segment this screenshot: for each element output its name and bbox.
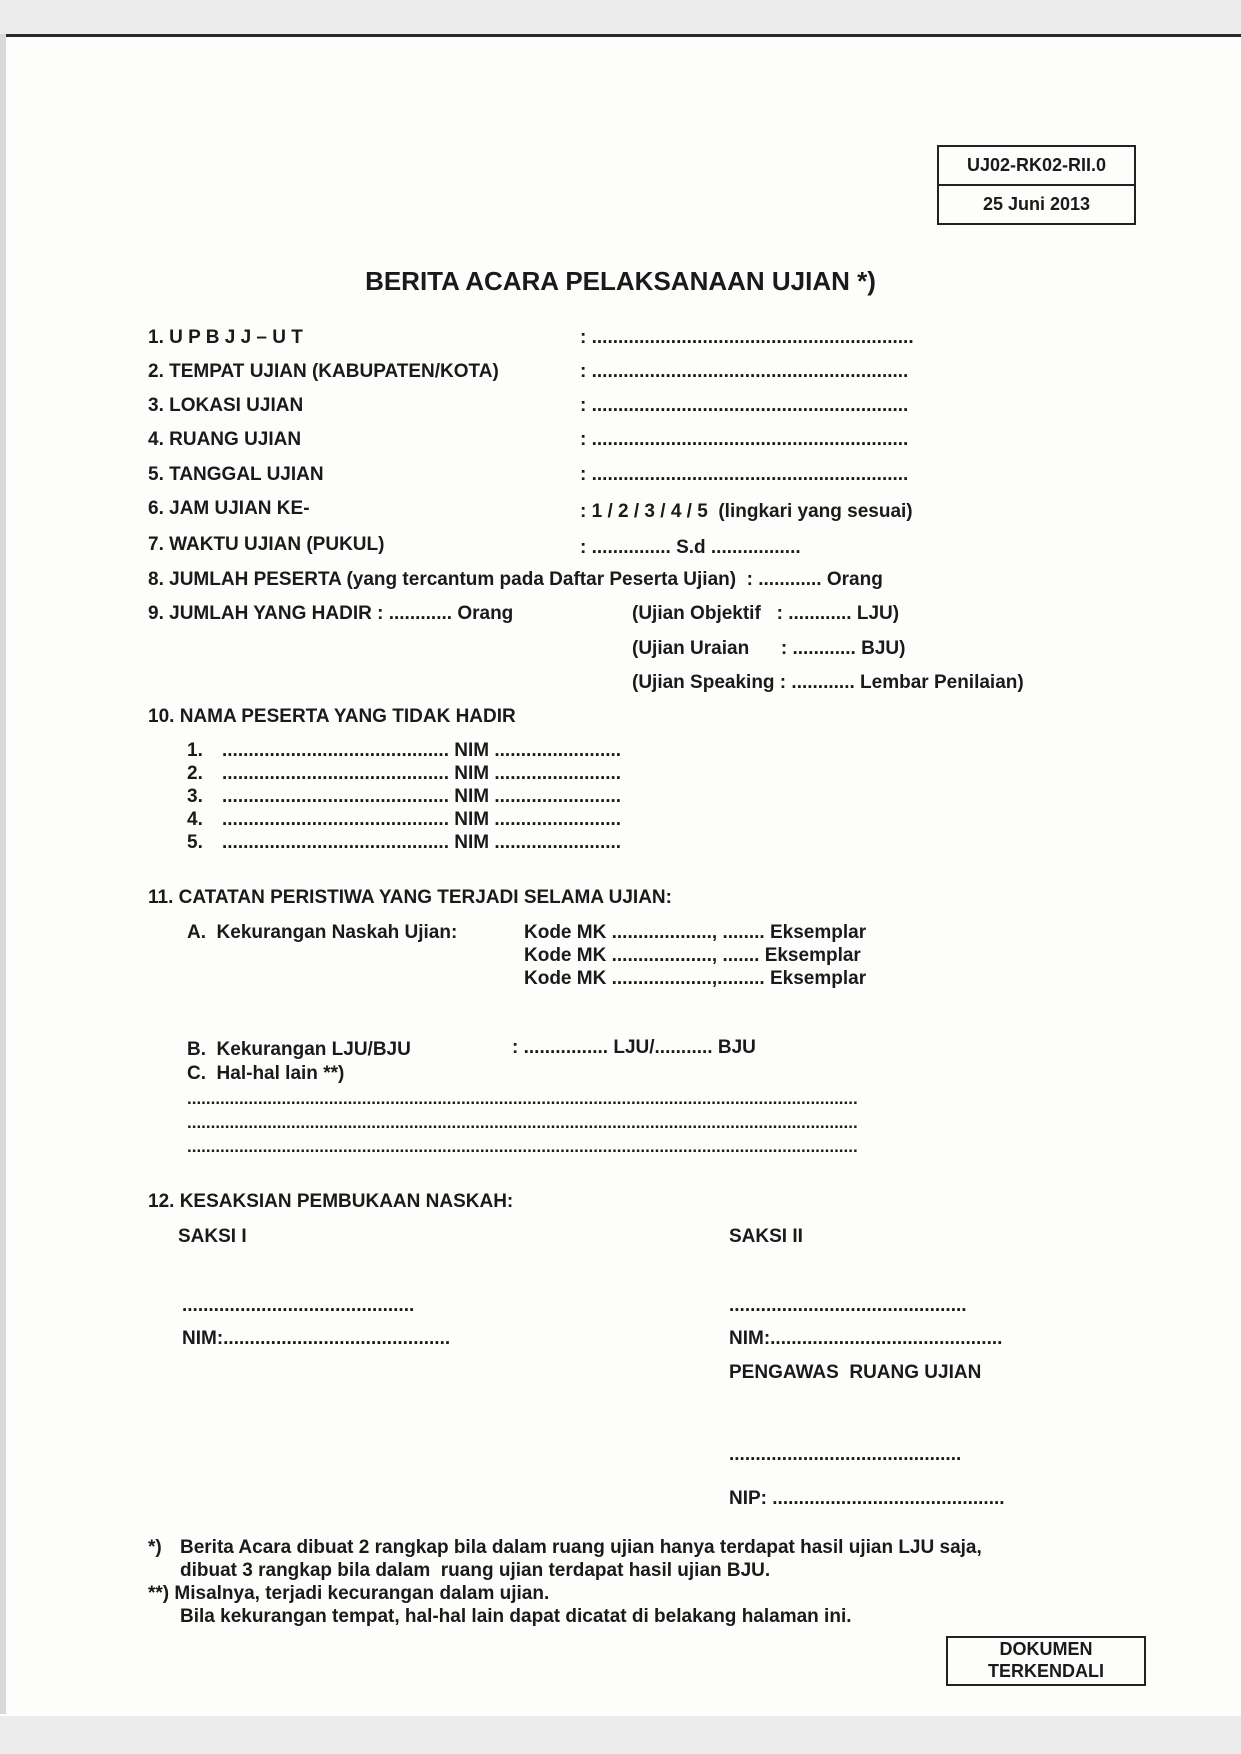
field-value-lokasi-ujian: : ............................................................	[580, 395, 909, 416]
page-title: BERITA ACARA PELAKSANAAN UJIAN *)	[365, 266, 876, 296]
footnote-2-line: Bila kekurangan tempat, hal-hal lain dapat dicatat di belakang halaman ini.	[180, 1606, 852, 1627]
scan-top-edge	[0, 0, 1241, 37]
notes-heading: 11. CATATAN PERISTIWA YANG TERJADI SELAMA UJIAN:	[148, 887, 672, 908]
note-b-label: B. Kekurangan LJU/BJU	[187, 1039, 411, 1060]
pengawas-nip: NIP: ............................................	[729, 1488, 1005, 1509]
field-value-upbjj: : .............................................................	[580, 327, 914, 348]
saksi2-nim: NIM:............................................	[729, 1328, 1003, 1349]
note-b-value: : ................ LJU/........... BJU	[512, 1037, 756, 1058]
footnote-2: **) Misalnya, terjadi kecurangan dalam ujian.	[148, 1583, 550, 1604]
field-value-jam-ujian: : 1 / 2 / 3 / 4 / 5 (lingkari yang sesuai)	[580, 501, 913, 522]
field-label-tanggal-ujian: 5. TANGGAL UJIAN	[148, 464, 324, 485]
document-code: UJ02-RK02-RII.0	[966, 155, 1107, 175]
pengawas-label: PENGAWAS RUANG UJIAN	[729, 1362, 982, 1383]
hadir-uraian: (Ujian Uraian : ............ BJU)	[632, 638, 906, 659]
absent-row-number: 4.	[187, 809, 203, 830]
absent-heading: 10. NAMA PESERTA YANG TIDAK HADIR	[148, 706, 516, 727]
field-label-waktu-ujian: 7. WAKTU UJIAN (PUKUL)	[148, 534, 385, 555]
note-a-label: A. Kekurangan Naskah Ujian:	[187, 922, 458, 943]
field-value-waktu-ujian: : ............... S.d .................	[580, 537, 801, 558]
absent-row-line: ........................................... NIM ........................	[222, 809, 622, 830]
scan-bottom-edge	[0, 1716, 1241, 1754]
footnote-1-line: Berita Acara dibuat 2 rangkap bila dalam ruang ujian hanya terdapat hasil ujian LJU saja,	[180, 1537, 982, 1558]
absent-row-number: 3.	[187, 786, 203, 807]
field-label-jam-ujian: 6. JAM UJIAN KE-	[148, 498, 310, 519]
footnote-1-mark: *)	[148, 1537, 162, 1558]
saksi1-signature-line: ............................................	[182, 1295, 415, 1316]
footnote-1-line: dibuat 3 rangkap bila dalam ruang ujian terdapat hasil ujian BJU.	[180, 1560, 771, 1581]
notes-blank-line: ..............................................................................................................................................	[187, 1113, 858, 1132]
absent-row-number: 2.	[187, 763, 203, 784]
field-label-tempat-ujian: 2. TEMPAT UJIAN (KABUPATEN/KOTA)	[148, 361, 499, 382]
field-value-ruang-ujian: : ............................................................	[580, 429, 909, 450]
note-a-row: Kode MK ...................,......... Eksemplar	[524, 968, 867, 989]
field-value-tempat-ujian: : ............................................................	[580, 361, 909, 382]
document-code-box	[937, 145, 1136, 225]
notes-blank-line: ..............................................................................................................................................	[187, 1089, 858, 1108]
absent-row-number: 5.	[187, 832, 203, 853]
document-date: 25 Juni 2013	[939, 184, 1134, 223]
saksi2-signature-line: .............................................	[729, 1295, 967, 1316]
jumlah-hadir: 9. JUMLAH YANG HADIR : ............ Orang	[148, 603, 514, 624]
note-a-row: Kode MK ..................., ....... Eksemplar	[524, 945, 861, 966]
witness-heading: 12. KESAKSIAN PEMBUKAAN NASKAH:	[148, 1191, 514, 1212]
jumlah-peserta: 8. JUMLAH PESERTA (yang tercantum pada Daftar Peserta Ujian) : ............ Orang	[148, 569, 883, 590]
absent-row-line: ........................................... NIM ........................	[222, 740, 622, 761]
hadir-speaking: (Ujian Speaking : ............ Lembar Penilaian)	[632, 672, 1024, 693]
stamp-line: TERKENDALI	[988, 1661, 1104, 1681]
absent-row-line: ........................................... NIM ........................	[222, 786, 622, 807]
field-label-upbjj: 1. U P B J J – U T	[148, 327, 303, 348]
note-c-label: C. Hal-hal lain **)	[187, 1063, 345, 1084]
notes-blank-line: ..............................................................................................................................................	[187, 1137, 858, 1156]
saksi1-label: SAKSI I	[178, 1226, 247, 1247]
pengawas-signature-line: ............................................	[729, 1444, 962, 1465]
field-value-tanggal-ujian: : ............................................................	[580, 464, 909, 485]
stamp-line: DOKUMEN	[999, 1639, 1093, 1659]
saksi1-nim: NIM:...........................................	[182, 1328, 451, 1349]
note-a-row: Kode MK ..................., ........ Eksemplar	[524, 922, 867, 943]
hadir-objektif: (Ujian Objektif : ............ LJU)	[632, 603, 900, 624]
field-label-lokasi-ujian: 3. LOKASI UJIAN	[148, 395, 304, 416]
saksi2-label: SAKSI II	[729, 1226, 803, 1247]
absent-row-line: ........................................... NIM ........................	[222, 763, 622, 784]
controlled-document-stamp	[946, 1636, 1146, 1686]
absent-row-line: ........................................... NIM ........................	[222, 832, 622, 853]
field-label-ruang-ujian: 4. RUANG UJIAN	[148, 429, 302, 450]
absent-row-number: 1.	[187, 740, 203, 761]
